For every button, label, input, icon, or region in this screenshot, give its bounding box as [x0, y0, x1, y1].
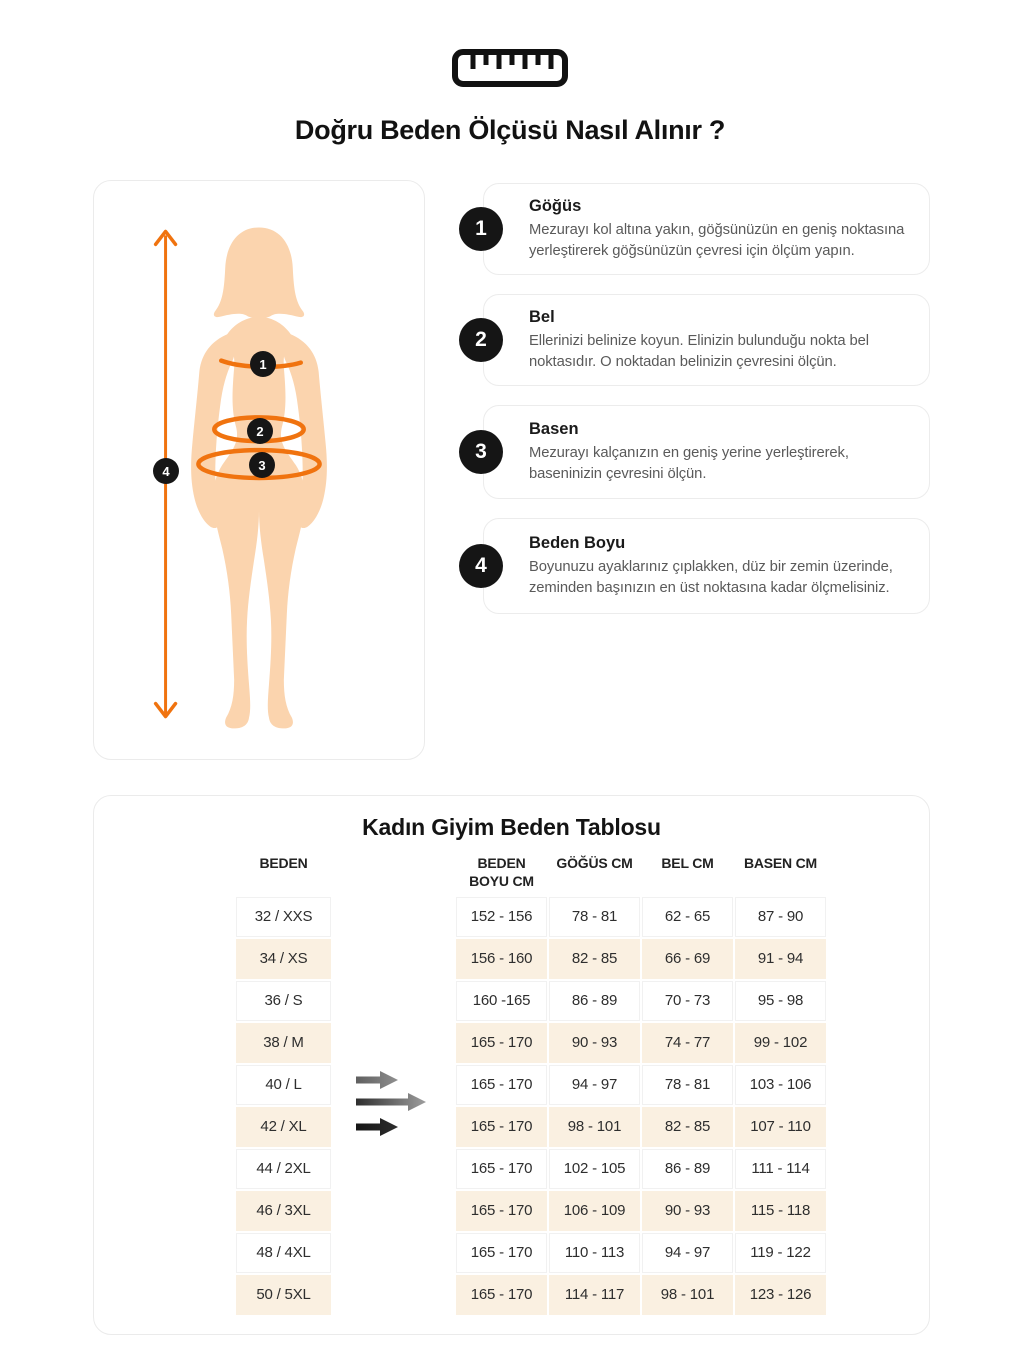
table-cell: 115 - 118 — [735, 1191, 826, 1231]
column-header-gogus: GÖĞÜS CM — [556, 855, 633, 871]
size-pointer-arrows-icon — [354, 1064, 434, 1144]
table-row — [236, 1191, 826, 1231]
table-row — [236, 1107, 826, 1147]
figure-point-3-badge: 3 — [249, 452, 275, 478]
measurement-instructions — [475, 183, 930, 614]
table-cell: 82 - 85 — [642, 1107, 733, 1147]
ruler-icon — [451, 48, 569, 88]
table-row — [236, 1023, 826, 1063]
table-cell: 94 - 97 — [642, 1233, 733, 1273]
instruction-title: Basen — [529, 419, 579, 438]
instruction-title: Bel — [529, 307, 555, 326]
table-cell: 107 - 110 — [735, 1107, 826, 1147]
table-cell: 86 - 89 — [549, 981, 640, 1021]
table-row — [236, 939, 826, 979]
column-header-basen: BASEN CM — [743, 855, 818, 871]
size-table-header — [236, 854, 826, 890]
table-gap — [333, 1233, 454, 1273]
table-cell: 91 - 94 — [735, 939, 826, 979]
figure-point-4-badge: 4 — [153, 458, 179, 484]
table-cell-size: 42 / XL — [236, 1107, 331, 1147]
table-cell: 98 - 101 — [549, 1107, 640, 1147]
table-gap — [333, 939, 454, 979]
table-cell: 90 - 93 — [642, 1191, 733, 1231]
instruction-title: Beden Boyu — [529, 533, 626, 552]
table-gap — [333, 897, 454, 937]
header-spacer — [333, 854, 454, 890]
table-gap — [333, 1023, 454, 1063]
table-cell: 165 - 170 — [456, 1107, 547, 1147]
table-cell-size: 44 / 2XL — [236, 1149, 331, 1189]
table-cell: 165 - 170 — [456, 1233, 547, 1273]
page-title: Doğru Beden Ölçüsü Nasıl Alınır ? — [294, 115, 726, 145]
table-cell-size: 32 / XXS — [236, 897, 331, 937]
table-cell: 160 -165 — [456, 981, 547, 1021]
instruction-text: Mezurayı kol altına yakın, göğsünüzün en geniş noktasına yerleştirerek göğsünüzün çevresi için ölçüm yapın. — [529, 221, 905, 259]
instruction-text: Ellerinizi belinize koyun. Elinizin bulunduğu nokta bel noktasıdır. O noktadan belinizin çevresini ölçün. — [529, 332, 869, 370]
table-gap — [333, 1191, 454, 1231]
table-row — [236, 1149, 826, 1189]
table-gap — [333, 1149, 454, 1189]
table-cell: 152 - 156 — [456, 897, 547, 937]
table-cell-size: 50 / 5XL — [236, 1275, 331, 1315]
table-cell: 87 - 90 — [735, 897, 826, 937]
table-cell: 98 - 101 — [642, 1275, 733, 1315]
instruction-card-basen — [475, 405, 930, 499]
table-cell: 82 - 85 — [549, 939, 640, 979]
table-cell: 110 - 113 — [549, 1233, 640, 1273]
table-cell-size: 34 / XS — [236, 939, 331, 979]
size-table-rows — [236, 897, 826, 1315]
table-row — [236, 897, 826, 937]
table-cell: 94 - 97 — [549, 1065, 640, 1105]
table-row — [236, 981, 826, 1021]
table-cell: 123 - 126 — [735, 1275, 826, 1315]
table-cell: 106 - 109 — [549, 1191, 640, 1231]
table-cell: 78 - 81 — [642, 1065, 733, 1105]
table-cell: 66 - 69 — [642, 939, 733, 979]
table-cell-size: 46 / 3XL — [236, 1191, 331, 1231]
column-header-beden: BEDEN — [259, 855, 308, 871]
table-cell: 111 - 114 — [735, 1149, 826, 1189]
step-number-badge: 1 — [459, 207, 503, 251]
table-cell-size: 48 / 4XL — [236, 1233, 331, 1273]
figure-point-1-badge: 1 — [250, 351, 276, 377]
table-gap — [333, 1275, 454, 1315]
table-cell-size: 38 / M — [236, 1023, 331, 1063]
table-cell: 165 - 170 — [456, 1191, 547, 1231]
table-cell: 114 - 117 — [549, 1275, 640, 1315]
table-gap — [333, 981, 454, 1021]
instruction-text: Mezurayı kalçanızın en geniş yerine yerleştirerek, baseninizin çevresini ölçün. — [529, 444, 849, 482]
table-row — [236, 1275, 826, 1315]
table-cell-size: 40 / L — [236, 1065, 331, 1105]
table-cell: 165 - 170 — [456, 1149, 547, 1189]
table-cell: 102 - 105 — [549, 1149, 640, 1189]
table-cell: 165 - 170 — [456, 1023, 547, 1063]
table-cell: 95 - 98 — [735, 981, 826, 1021]
size-table-title: Kadın Giyim Beden Tablosu — [362, 814, 661, 840]
table-cell: 156 - 160 — [456, 939, 547, 979]
size-table-card — [93, 795, 930, 1335]
table-cell: 86 - 89 — [642, 1149, 733, 1189]
instruction-card-beden-boyu — [475, 518, 930, 614]
instruction-card-gogus — [475, 183, 930, 275]
instruction-text: Boyunuzu ayaklarınız çıplakken, düz bir zemin üzerinde, zeminden başınızın en üst noktasına kadar ölçmelisiniz. — [529, 558, 893, 596]
figure-point-2-badge: 2 — [247, 418, 273, 444]
table-row — [236, 1065, 826, 1105]
table-cell: 78 - 81 — [549, 897, 640, 937]
instruction-title: Göğüs — [529, 196, 582, 215]
step-number-badge: 4 — [459, 544, 503, 588]
step-number-badge: 2 — [459, 318, 503, 362]
table-cell: 165 - 170 — [456, 1275, 547, 1315]
table-cell: 103 - 106 — [735, 1065, 826, 1105]
step-number-badge: 3 — [459, 430, 503, 474]
table-cell: 70 - 73 — [642, 981, 733, 1021]
table-cell: 90 - 93 — [549, 1023, 640, 1063]
table-cell-size: 36 / S — [236, 981, 331, 1021]
table-cell: 74 - 77 — [642, 1023, 733, 1063]
table-cell: 62 - 65 — [642, 897, 733, 937]
measurement-figure-card — [93, 180, 425, 760]
table-cell: 99 - 102 — [735, 1023, 826, 1063]
instruction-card-bel — [475, 294, 930, 386]
table-cell: 119 - 122 — [735, 1233, 826, 1273]
column-header-beden-boyu: BEDEN BOYU CM — [469, 855, 534, 890]
table-row — [236, 1233, 826, 1273]
table-cell: 165 - 170 — [456, 1065, 547, 1105]
column-header-bel: BEL CM — [661, 855, 714, 871]
